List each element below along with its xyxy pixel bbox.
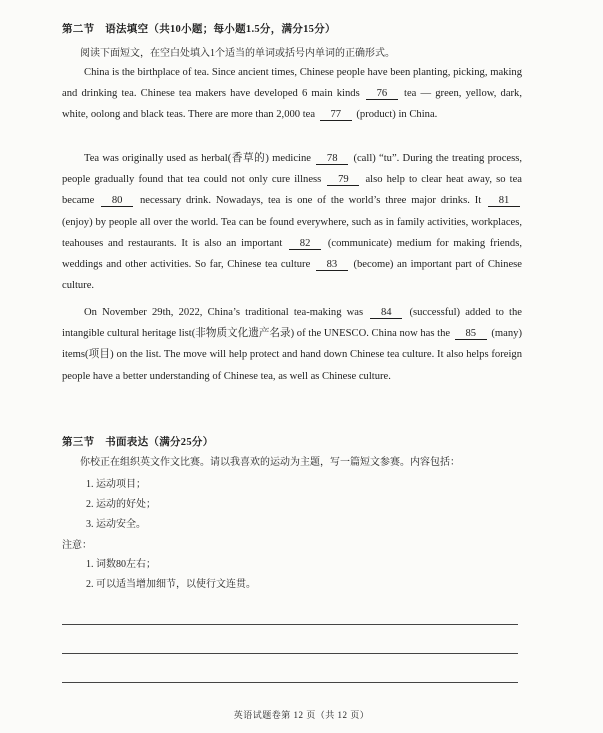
answer-line-1[interactable] [62, 624, 518, 625]
passage-paragraph-1 [62, 62, 522, 126]
passage-text: Tea was originally used as herbal(香草的) medicine [84, 153, 315, 164]
answer-line-2[interactable] [62, 653, 518, 654]
content-item-1: 1. 运动项目； [86, 479, 146, 490]
note-item-2: 2. 可以适当增加细节，以使行文连贯。 [86, 579, 256, 590]
blank-78[interactable]: 78 [316, 153, 348, 165]
passage-text: also help to clear heat away, so tea became [62, 174, 522, 207]
blank-83[interactable]: 83 [316, 259, 348, 271]
blank-81[interactable]: 81 [488, 195, 520, 207]
passage-text: necessary drink. Nowadays, tea is one of the world’s three major drinks. It [135, 195, 486, 207]
section3-instruction: 你校正在组织英文作文比赛。请以我喜欢的运动为主题，写一篇短文参赛。内容包括： [80, 457, 460, 468]
passage-text: (successful) added to the intangible cultural heritage list(非物质文化遗产名录) of the UNESCO. China now has the [62, 307, 523, 340]
section2-instruction: 阅读下面短文，在空白处填入1个适当的单词或括号内单词的正确形式。 [80, 48, 395, 59]
note-label: 注意： [62, 540, 92, 551]
blank-80[interactable]: 80 [101, 195, 133, 207]
passage-text: (enjoy) by people all over the world. Tea can be found everywhere, such as in family activities, workplaces, teahouses and restaurants. It is also an important [62, 216, 522, 249]
blank-79[interactable]: 79 [327, 174, 359, 186]
section3-title: 第三节 书面表达（满分25分） [62, 437, 214, 448]
blank-85[interactable]: 85 [455, 328, 487, 340]
passage-paragraph-3 [62, 302, 522, 387]
content-item-2: 2. 运动的好处； [86, 499, 156, 510]
blank-84[interactable]: 84 [370, 307, 402, 319]
answer-line-3[interactable] [62, 682, 518, 683]
passage-text: (many) items(项目) on the list. The move will help protect and hand down Chinese tea culture. It also helps foreign people have a better understanding of Chinese tea, as well as Chinese culture. [62, 328, 522, 382]
content-item-3: 3. 运动安全。 [86, 519, 146, 530]
section2-title: 第二节 语法填空（共10小题；每小题1.5分，满分15分） [62, 24, 336, 35]
blank-76[interactable]: 76 [366, 88, 398, 100]
passage-text: China is the birthplace of tea. Since ancient times, Chinese people have been planting, picking, making and drinking tea. Chinese tea makers have developed 6 main kinds [62, 67, 522, 100]
note-item-1: 1. 词数80左右； [86, 559, 156, 570]
passage-text: On November 29th, 2022, China’s traditional tea-making was [84, 307, 369, 318]
passage-paragraph-2 [62, 148, 522, 296]
blank-77[interactable]: 77 [320, 109, 352, 121]
page-footer: 英语试题卷第 12 页（共 12 页） [233, 710, 370, 720]
passage-text: (call) “tu”. During the treating process, people gradually found that tea could not only cure illness [62, 153, 522, 186]
blank-82[interactable]: 82 [289, 238, 321, 250]
passage-text: (product) in China. [353, 109, 438, 121]
passage-text: tea — green, yellow, dark, white, oolong and black teas. There are more than 2,000 tea [62, 88, 523, 121]
passage-text: (become) an important part of Chinese culture. [62, 259, 522, 292]
passage-text: (communicate) medium for making friends, weddings and other activities. So far, Chinese tea culture [62, 237, 523, 271]
